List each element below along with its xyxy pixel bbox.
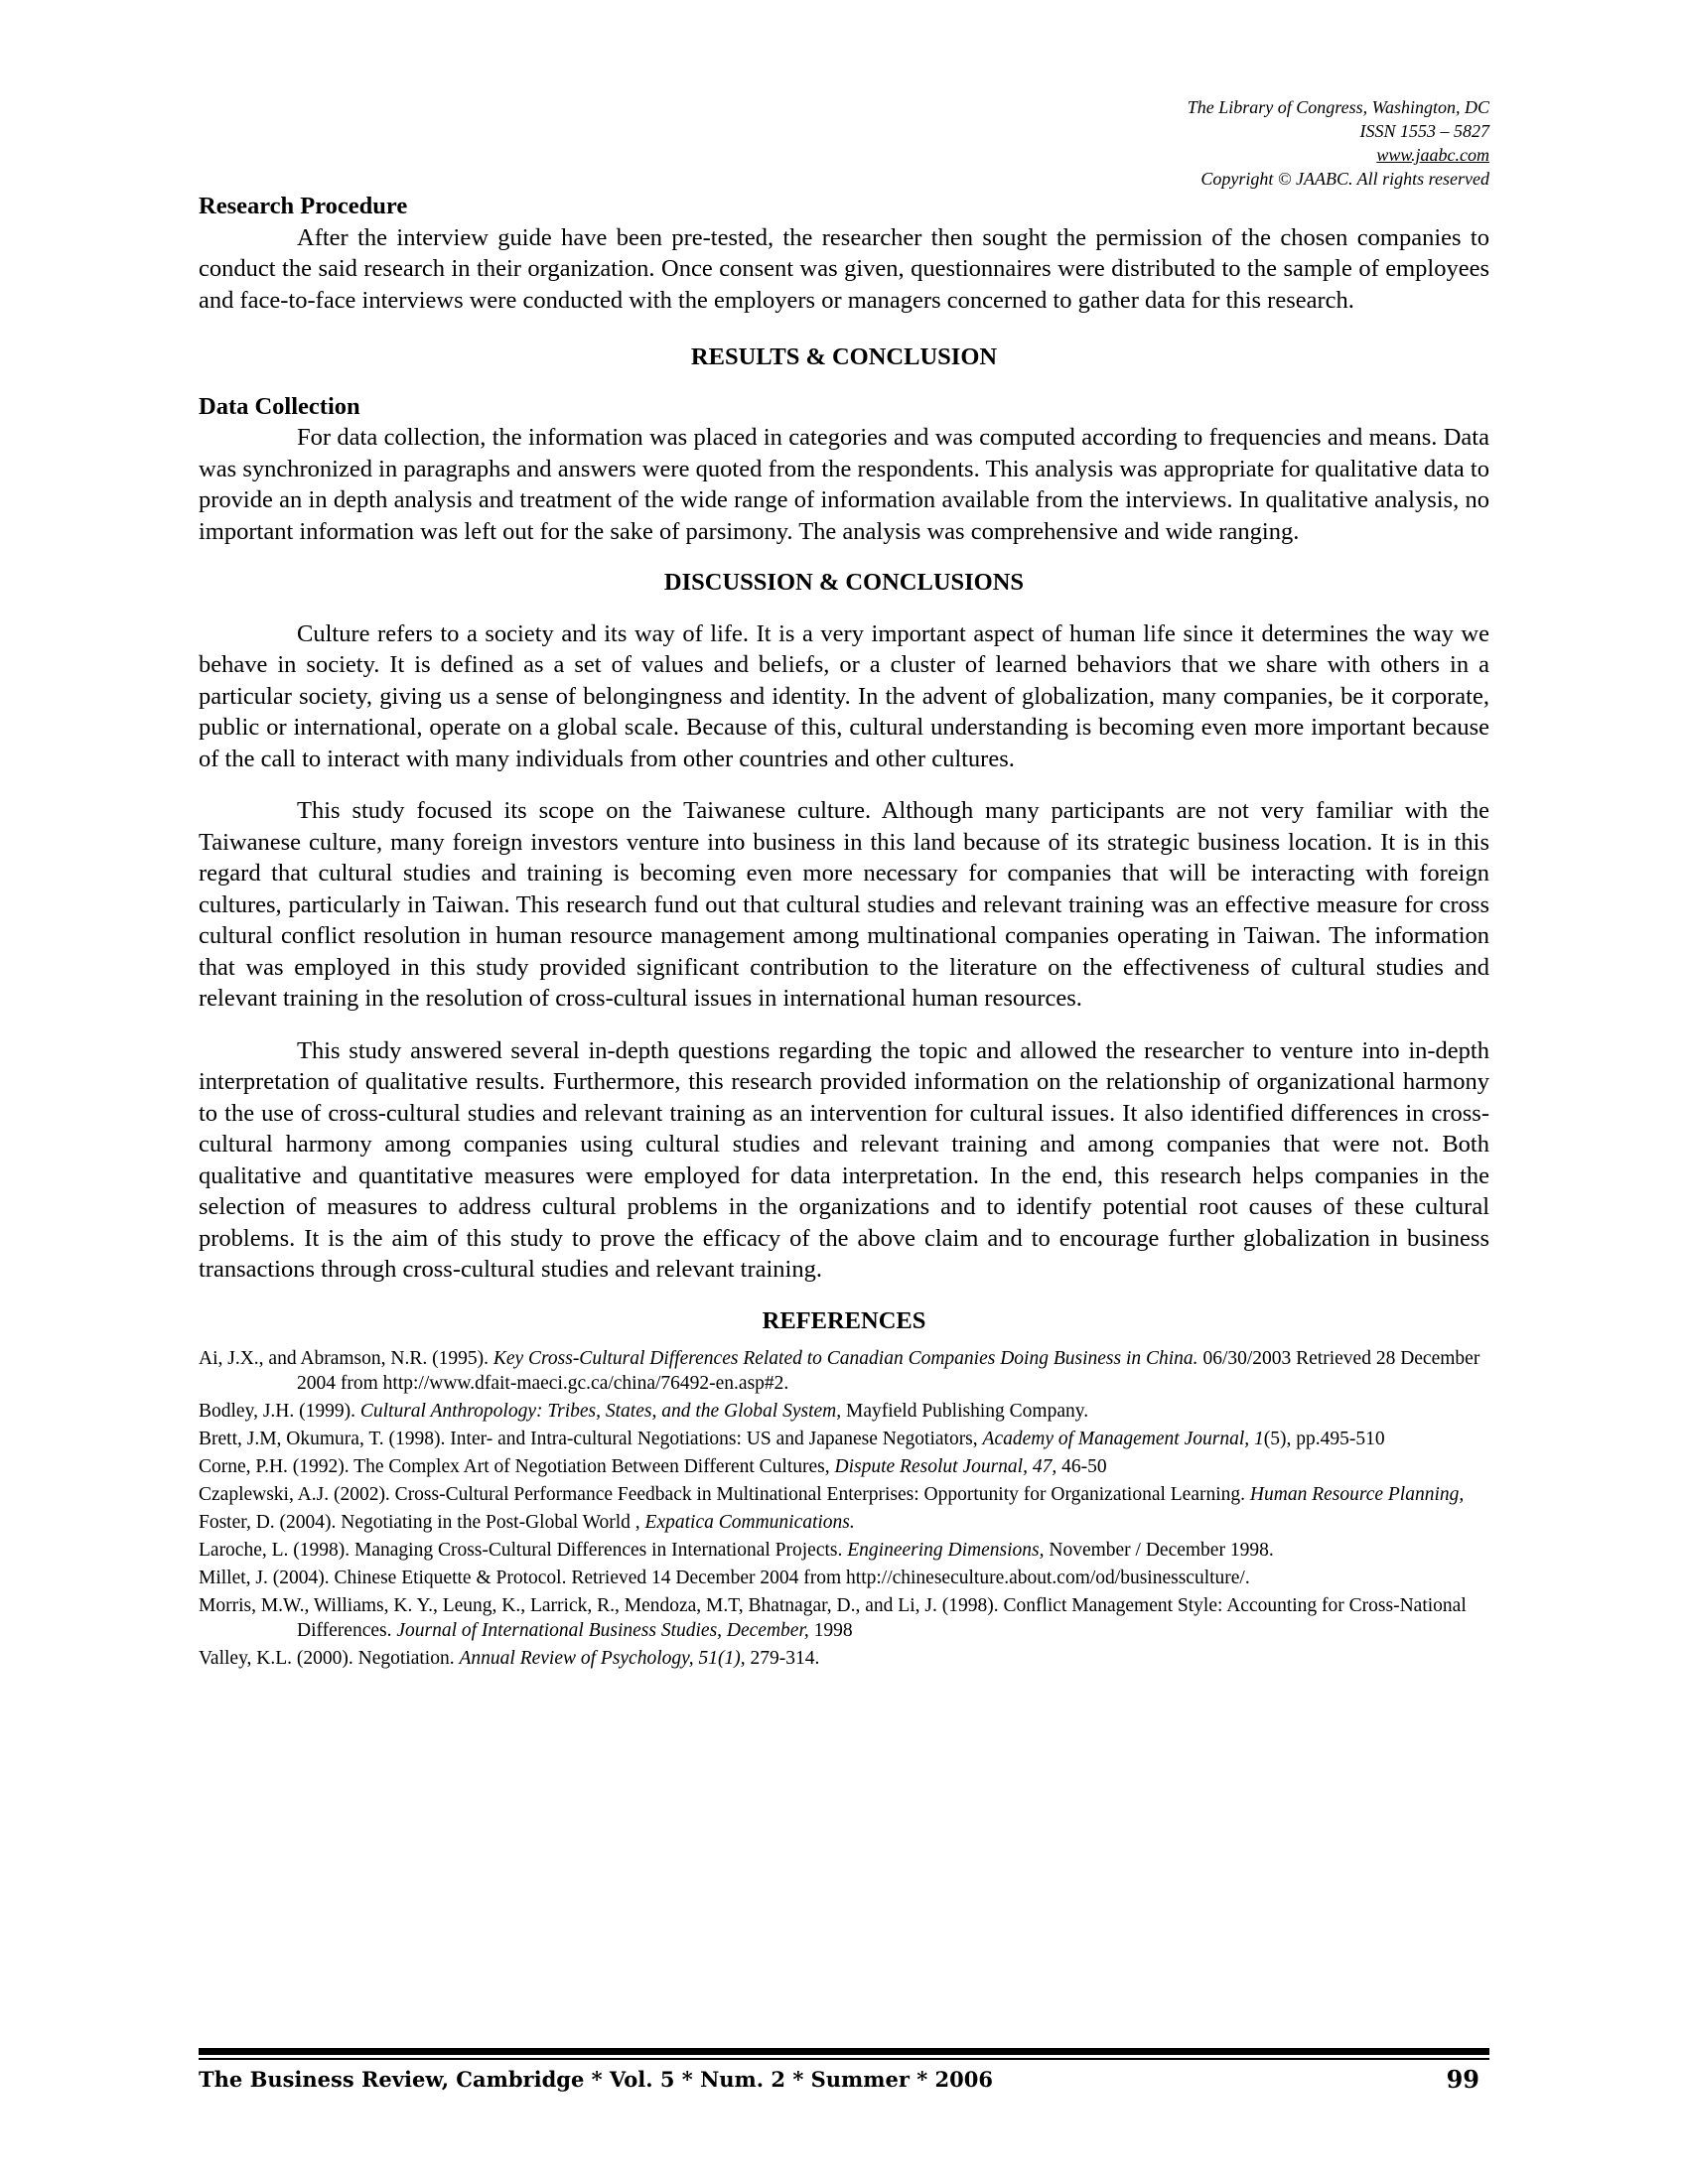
article-body bbox=[199, 191, 1489, 1336]
results-heading: RESULTS & CONCLUSION bbox=[690, 343, 998, 370]
header-issn: ISSN 1553 – 5827 bbox=[1359, 121, 1489, 141]
research-procedure-heading: Research Procedure bbox=[199, 193, 408, 219]
reference-item: Ai, J.X., and Abramson, N.R. (1995). Key Cross-Cultural Differences Related to Canadian Companies Doing Business in China. 06/30/2003 Retrieved 28 December 2004 from http://www.dfait-maeci.gc.ca/china/76492-en.asp#2. bbox=[199, 1348, 1480, 1394]
reference-item: Laroche, L. (1998). Managing Cross-Cultural Differences in International Projects. Engineering Dimensions, November / December 1998. bbox=[199, 1540, 1274, 1561]
journal-header bbox=[199, 95, 1489, 191]
reference-item: Foster, D. (2004). Negotiating in the Post-Global World , Expatica Communications. bbox=[199, 1512, 855, 1533]
references-heading: REFERENCES bbox=[762, 1306, 926, 1334]
reference-item: Bodley, J.H. (1999). Cultural Anthropology: Tribes, States, and the Global System, Mayfield Publishing Company. bbox=[199, 1401, 1089, 1422]
discussion-paragraph: Culture refers to a society and its way of life. It is a very important aspect of human life since it determines the way we behave in society. It is defined as a set of values and beliefs, or a cluster of learned behaviors that we share with others in a particular society, giving us a sense of belongingness and identity. In the advent of globalization, many companies, be it corporate, public or international, operate on a global scale. Because of this, cultural understanding is becoming even more important because of the call to interact with many individuals from other countries and other cultures. bbox=[199, 619, 1489, 772]
discussion-heading: DISCUSSION & CONCLUSIONS bbox=[663, 569, 1025, 596]
research-procedure-text: After the interview guide have been pre-tested, the researcher then sought the permission of the chosen companies to conduct the said research in their organization. Once consent was given, questionnaires were distributed to the sample of employees and face-to-face interviews were conducted with the employers or managers concerned to gather data for this research. bbox=[199, 223, 1489, 314]
header-library: The Library of Congress, Washington, DC bbox=[1187, 97, 1489, 117]
header-copyright: Copyright © JAABC. All rights reserved bbox=[1200, 169, 1489, 189]
header-website-link[interactable]: www.jaabc.com bbox=[1376, 145, 1489, 165]
discussion-paragraph: This study focused its scope on the Taiwanese culture. Although many participants are not very familiar with the Taiwanese culture, many foreign investors venture into business in this land because of its strategic business location. It is in this regard that cultural studies and training is becoming even more necessary for companies that will be interacting with foreign cultures, particularly in Taiwan. This research fund out that cultural studies and relevant training was an effective measure for cross cultural conflict resolution in human resource management among multinational companies operating in Taiwan. The information that was employed in this study provided significant contribution to the literature on the effectiveness of cultural studies and relevant training in the resolution of cross-cultural issues in international human resources. bbox=[199, 797, 1489, 1012]
reference-list bbox=[199, 1346, 1489, 1671]
reference-item: Czaplewski, A.J. (2002). Cross-Cultural Performance Feedback in Multinational Enterprises: Opportunity for Organizational Learning. Human Resource Planning, bbox=[199, 1484, 1465, 1505]
page-number: 99 bbox=[1446, 2065, 1479, 2094]
reference-item: Valley, K.L. (2000). Negotiation. Annual Review of Psychology, 51(1), 279-314. bbox=[199, 1648, 820, 1669]
discussion-paragraph: This study answered several in-depth questions regarding the topic and allowed the researcher to venture into in-depth interpretation of qualitative results. Furthermore, this research provided information on the relationship of organizational harmony to the use of cross-cultural studies and relevant training as an intervention for cultural issues. It also identified differences in cross-cultural harmony among companies using cultural studies and relevant training and among companies that were not. Both qualitative and quantitative measures were employed for data interpretation. In the end, this research helps companies in the selection of measures to address cultural problems in the organizations and to identify potential root causes of these cultural problems. It is the aim of this study to prove the efficacy of the above claim and to encourage further globalization in business transactions through cross-cultural studies and relevant training. bbox=[199, 1036, 1489, 1283]
reference-item: Morris, M.W., Williams, K. Y., Leung, K., Larrick, R., Mendoza, M.T, Bhatnagar, D., and Li, J. (1998). Conflict Management Style: Accounting for Cross-National Differences. Journal of International Business Studies, December, 1998 bbox=[199, 1595, 1467, 1641]
footer-journal-title: The Business Review, Cambridge * Vol. 5 * Num. 2 * Summer * 2006 bbox=[199, 2067, 993, 2092]
data-collection-heading: Data Collection bbox=[199, 392, 360, 420]
reference-item: Millet, J. (2004). Chinese Etiquette & Protocol. Retrieved 14 December 2004 from http://chineseculture.about.com/od/businessculture/. bbox=[199, 1568, 1250, 1588]
data-collection-text: For data collection, the information was placed in categories and was computed according to frequencies and means. Data was synchronized in paragraphs and answers were quoted from the respondents. This analysis was appropriate for qualitative data to provide an in depth analysis and treatment of the wide range of information available from the interviews. In qualitative analysis, no important information was left out for the sake of parsimony. The analysis was comprehensive and wide ranging. bbox=[199, 424, 1489, 545]
reference-item: Brett, J.M, Okumura, T. (1998). Inter- and Intra-cultural Negotiations: US and Japanese Negotiators, Academy of Management Journal, 1(5), pp.495-510 bbox=[199, 1429, 1385, 1449]
page-content bbox=[199, 95, 1489, 1674]
reference-item: Corne, P.H. (1992). The Complex Art of Negotiation Between Different Cultures, Dispute Resolut Journal, 47, 46-50 bbox=[199, 1456, 1107, 1477]
journal-footer bbox=[199, 2065, 1489, 2095]
footer-rule-thick bbox=[199, 2048, 1489, 2055]
footer-rule-thin bbox=[199, 2058, 1489, 2060]
